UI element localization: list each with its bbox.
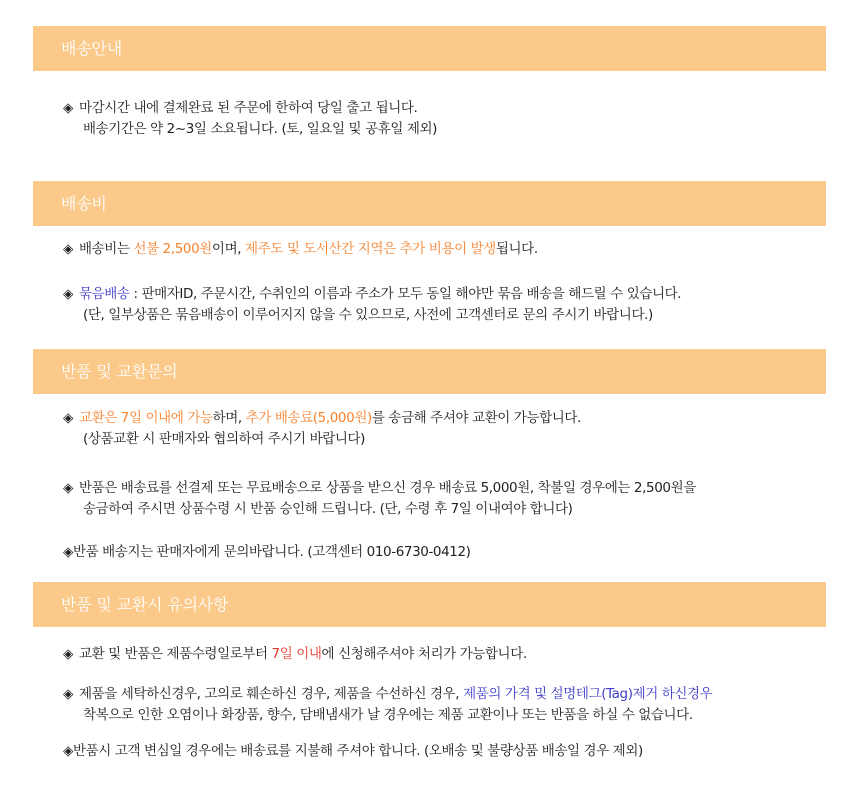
bullet-icon: ◈ [63,410,73,426]
text: 에 신청해주셔야 처리가 가능합니다. [321,646,527,662]
bullet-icon: ◈ [63,480,73,496]
text: 를 송금해 주셔야 교환이 가능합니다. [371,410,581,426]
return-address-paragraph [63,542,471,563]
bullet-icon: ◈ [63,241,73,257]
shipping-fee-paragraph [63,239,538,260]
text: (상품교환 시 판매자와 협의하여 주시기 바랍니다) [83,431,366,447]
text: 반품 배송지는 판매자에게 문의바랍니다. (고객센터 010-6730-0412) [72,544,471,560]
text: 제품을 세탁하신경우, 고의로 훼손하신 경우, 제품을 수선하신 경우, [78,686,464,702]
highlight-text: 묶음배송 [78,286,130,302]
highlight-text: 7일 이내 [271,646,322,662]
bundle-shipping-paragraph [63,284,681,326]
notes-period-paragraph [63,644,527,665]
text: : 판매자ID, 주문시간, 수취인의 이름과 주소가 모두 동일 해야만 묶음 배송을 해드릴 수 있습니다. [129,286,682,302]
bullet-icon: ◈ [63,286,73,302]
text: 하며, [212,410,246,426]
exchange-paragraph [63,408,581,450]
highlight-text: 교환은 7일 이내에 가능 [78,410,213,426]
text: 마감시간 내에 결제완료 된 주문에 한하여 당일 출고 됩니다. [78,100,418,116]
notes-restrictions-paragraph [63,684,712,726]
text: 배송비는 [78,241,134,257]
text: 교환 및 반품은 제품수령일로부터 [78,646,272,662]
text: 착복으로 인한 오염이나 화장품, 향수, 담배냄새가 날 경우에는 제품 교환이나 또는 반품을 하실 수 없습니다. [83,707,693,723]
text: 배송기간은 약 2~3일 소요됩니다. (토, 일요일 및 공휴일 제외) [83,121,438,137]
text: 송금하여 주시면 상품수령 시 반품 승인해 드립니다. (단, 수령 후 7일 이내여야 합니다) [83,501,573,517]
section-header-return-notes: 반품 및 교환시 유의사항 [33,582,826,627]
highlight-text: 제주도 및 도서산간 지역은 추가 비용이 발생 [245,241,496,257]
bullet-icon: ◈ [63,646,73,662]
section-header-shipping-info: 배송안내 [33,26,826,71]
highlight-text: 제품의 가격 및 설명테그(Tag)제거 하신경우 [463,686,713,702]
highlight-text: 선불 2,500원 [133,241,212,257]
bullet-icon: ◈ [63,100,73,116]
text: (단, 일부상품은 묶음배송이 이루어지지 않을 수 있으므로, 사전에 고객센터로 문의 주시기 바랍니다.) [83,307,653,323]
text: 이며, [211,241,245,257]
notes-change-of-mind-paragraph [63,741,643,762]
text: 됩니다. [495,241,538,257]
shipping-info-paragraph [63,98,437,140]
bullet-icon: ◈ [63,544,73,560]
bullet-icon: ◈ [63,743,73,759]
bullet-icon: ◈ [63,686,73,702]
return-fee-paragraph [63,478,696,520]
text: 반품은 배송료를 선결제 또는 무료배송으로 상품을 받으신 경우 배송료 5,000원, 착불일 경우에는 2,500원을 [78,480,696,496]
section-header-return-exchange: 반품 및 교환문의 [33,349,826,394]
text: 반품시 고객 변심일 경우에는 배송료를 지불해 주셔야 합니다. (오배송 및 불량상품 배송일 경우 제외) [72,743,643,759]
highlight-text: 추가 배송료(5,000원) [245,410,372,426]
section-header-shipping-fee: 배송비 [33,181,826,226]
